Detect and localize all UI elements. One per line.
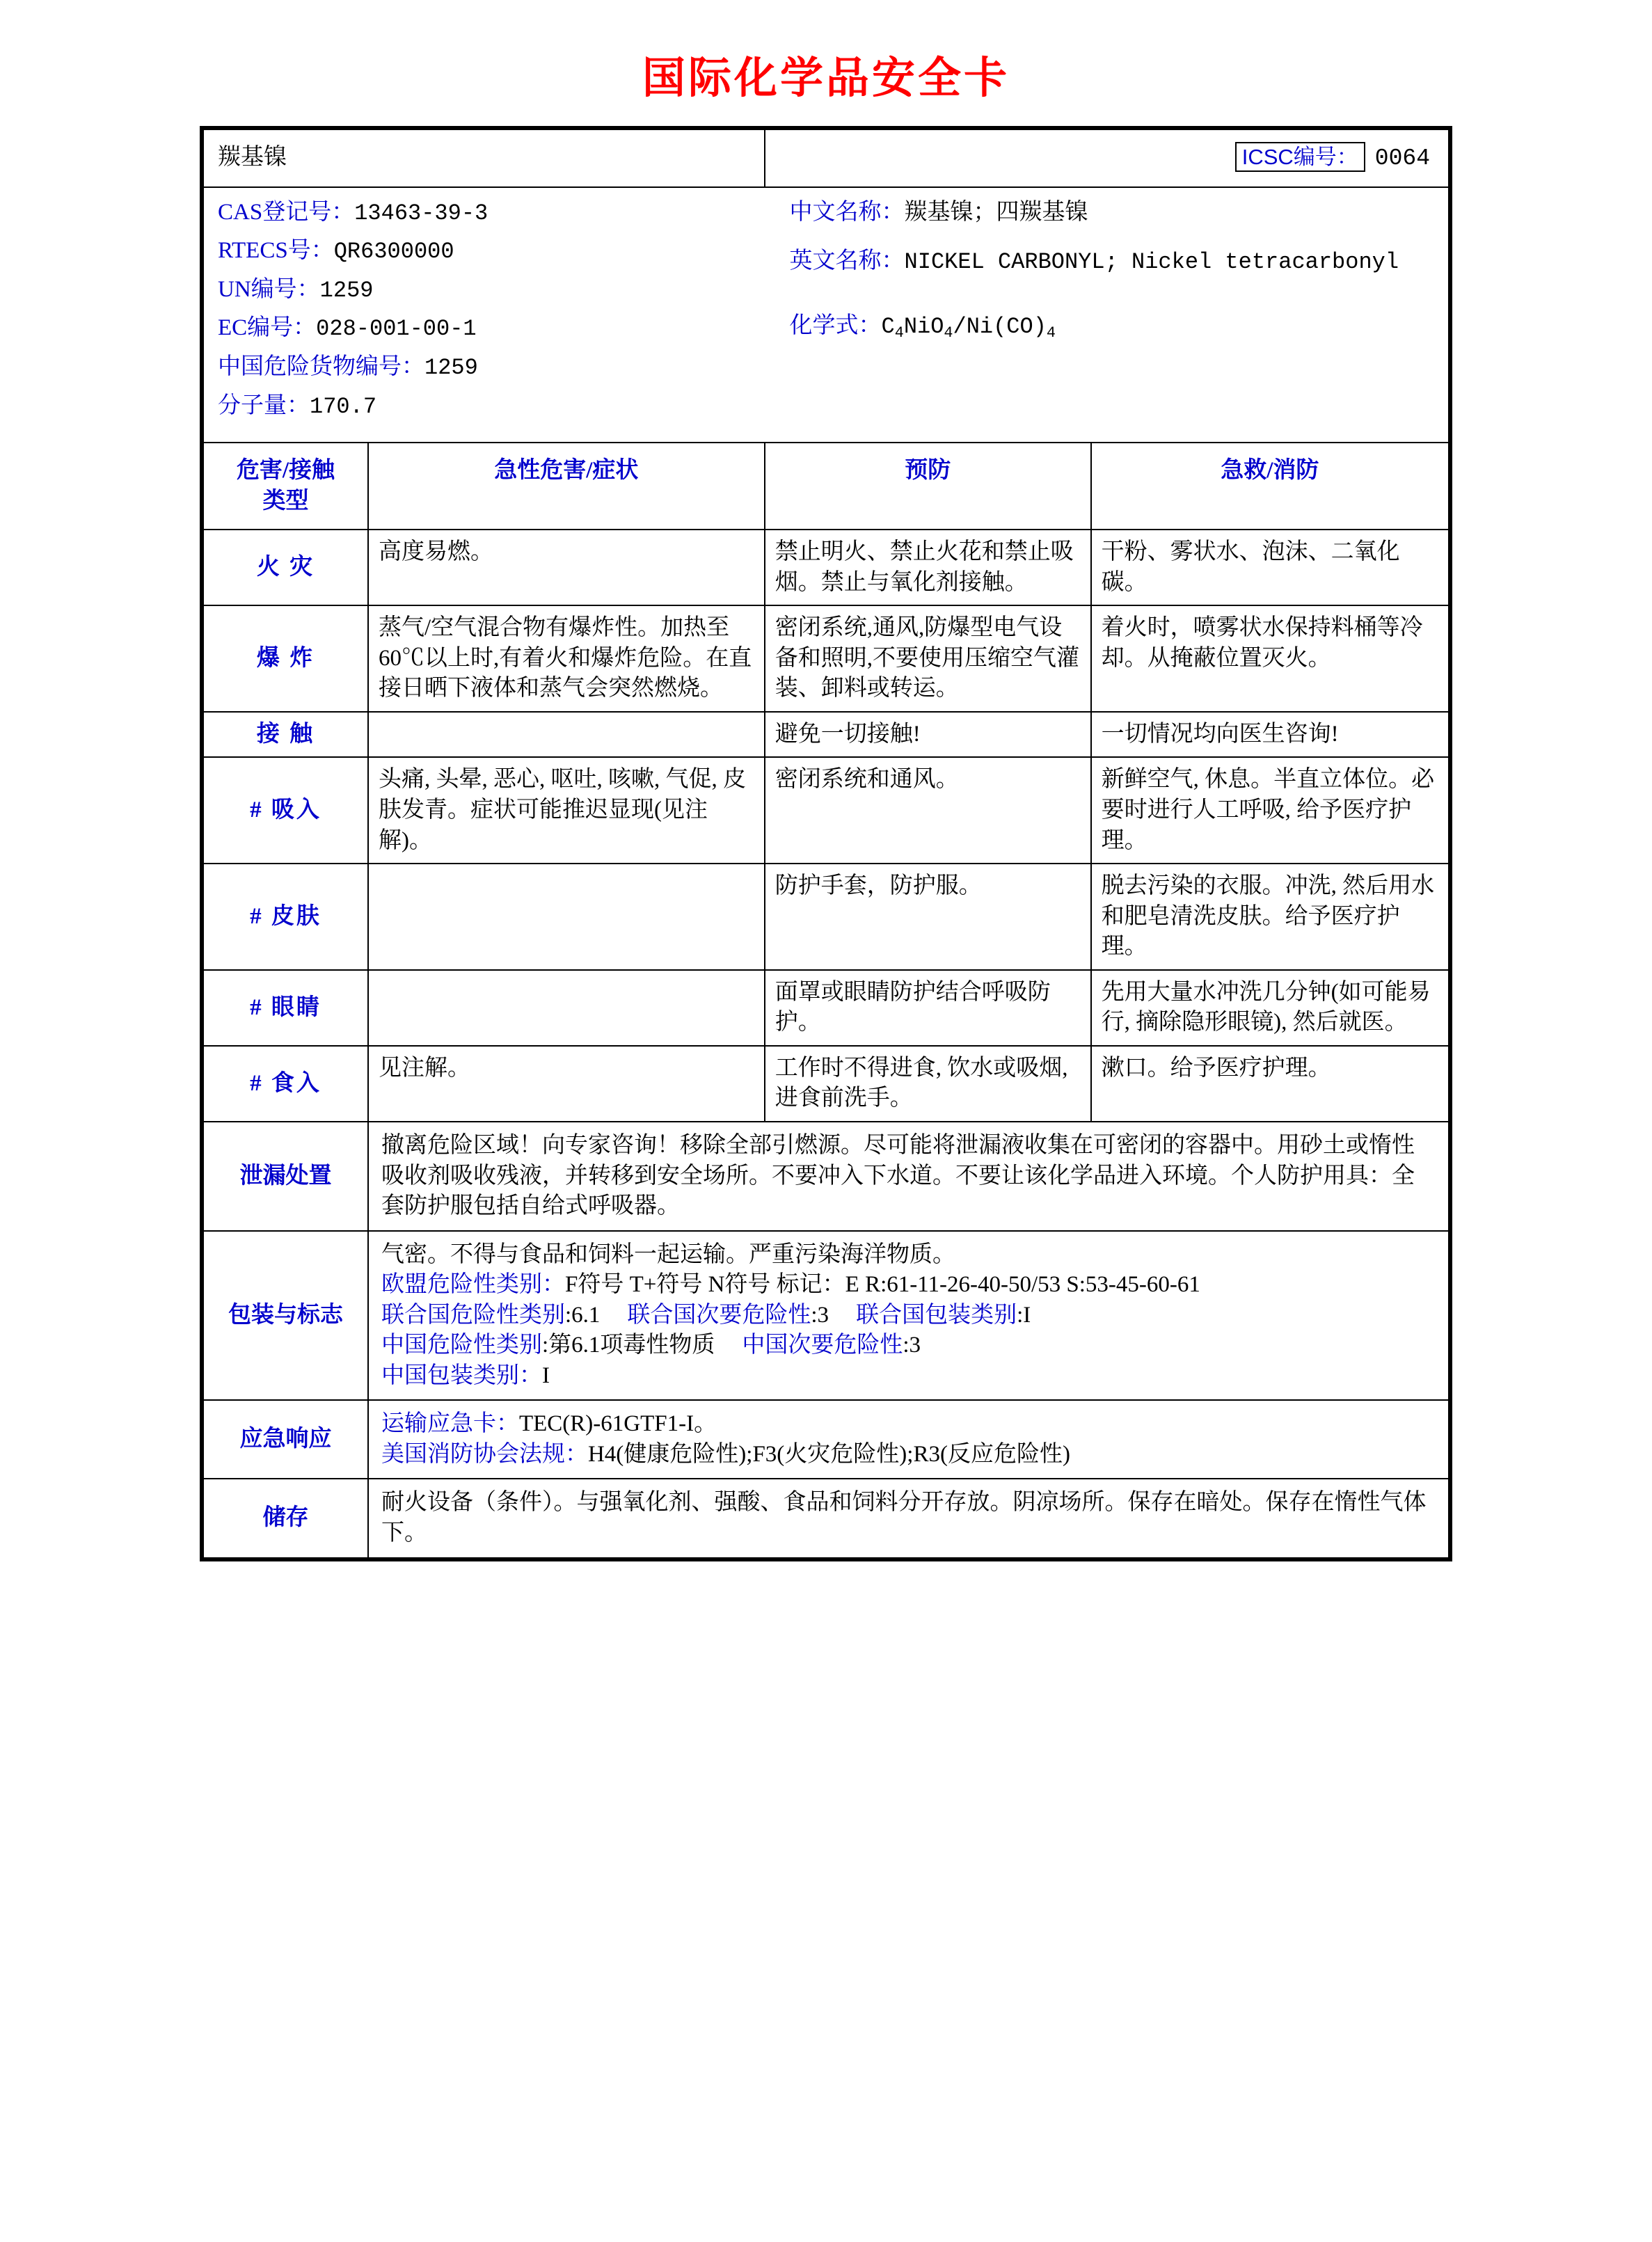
row-ingestion-firstaid: 漱口。给予医疗护理。 (1091, 1046, 1449, 1122)
column-header-acute-hazards: 急性危害/症状 (368, 443, 765, 530)
emergency-nfpa-line (381, 1440, 1436, 1470)
un-value: 1259 (319, 277, 374, 303)
row-label-spill: 泄漏处置 (203, 1122, 368, 1231)
molecular-weight-label: 分子量： (218, 392, 310, 418)
row-exposure-prevention: 避免一切接触! (765, 712, 1091, 758)
english-name-value: NICKEL CARBONYL; Nickel tetracarbonyl (904, 249, 1399, 276)
substance-name: 羰基镍 (203, 129, 765, 187)
row-label-skin: # 皮肤 (203, 864, 368, 970)
table-row (203, 605, 1449, 712)
english-name-line (790, 245, 1434, 278)
packaging-un-pack-label: 联合国包装类别 (856, 1302, 1017, 1328)
packaging-un-sub-label: 联合国次要危险性 (627, 1302, 811, 1328)
packaging-un-class-label: 联合国危险性类别 (381, 1302, 565, 1328)
row-fire-hazard: 高度易燃。 (368, 530, 765, 605)
row-ingestion-hazard: 见注解。 (368, 1046, 765, 1122)
row-label-emergency: 应急响应 (203, 1400, 368, 1479)
ec-line (218, 313, 790, 344)
packaging-eu-label: 欧盟危险性类别： (381, 1272, 565, 1298)
rtecs-value: QR6300000 (333, 239, 454, 265)
row-eyes-hazard (368, 970, 765, 1046)
emergency-transport-line (381, 1409, 1436, 1440)
chinese-name-line (790, 198, 1434, 228)
row-fire-firstaid: 干粉、雾状水、泡沫、二氧化碳。 (1091, 530, 1449, 605)
page-title: 国际化学品安全卡 (642, 54, 1010, 102)
storage-text: 耐火设备（条件）。与强氧化剂、强酸、食品和饲料分开存放。阴凉场所。保存在暗处。保存在惰性气体下。 (368, 1479, 1449, 1557)
packaging-eu-line (381, 1270, 1436, 1301)
identity-row (203, 187, 1449, 443)
packaging-row (203, 1231, 1449, 1401)
cas-value: 13463-39-3 (354, 200, 489, 226)
english-name-label: 英文名称： (789, 248, 905, 274)
packaging-un-sub-value: :3 (811, 1302, 829, 1328)
packaging-un-pack-value: :I (1017, 1302, 1031, 1328)
spill-text: 撤离危险区域！向专家咨询！移除全部引燃源。尽可能将泄漏液收集在可密闭的容器中。用砂土或惰性吸收剂吸收残液，并转移到安全场所。不要冲入下水道。不要让该化学品进入环境。个人防护用具：全套防护服包括自给式呼吸器。 (368, 1122, 1449, 1231)
row-exposure-hazard (368, 712, 765, 758)
row-label-packaging: 包装与标志 (203, 1231, 368, 1401)
row-fire-prevention: 禁止明火、禁止火花和禁止吸烟。禁止与氧化剂接触。 (765, 530, 1091, 605)
row-label-ingestion: # 食入 (203, 1046, 368, 1122)
storage-row (203, 1479, 1449, 1557)
molecular-weight-line (218, 391, 790, 422)
formula-line (790, 311, 1434, 343)
column-header-prevention: 预防 (765, 443, 1091, 530)
rtecs-line (218, 236, 790, 267)
emergency-nfpa-label: 美国消防协会法规： (381, 1441, 588, 1467)
row-explosion-prevention: 密闭系统,通风,防爆型电气设备和照明,不要使用压缩空气灌装、卸料或转运。 (765, 605, 1091, 712)
table-row (203, 970, 1449, 1046)
packaging-cn-line (381, 1330, 1436, 1361)
icsc-table (202, 129, 1450, 1559)
packaging-un-line (381, 1301, 1436, 1331)
packaging-cn-class-value: :第6.1项毒性物质 (541, 1333, 715, 1358)
row-skin-hazard (368, 864, 765, 970)
un-line (218, 275, 790, 305)
packaging-cn-class-label: 中国危险性类别 (381, 1333, 542, 1358)
column-header-hazard-type-line1: 危害/接触 (236, 458, 335, 484)
cn-dangerous-value: 1259 (424, 354, 478, 381)
row-eyes-firstaid: 先用大量水冲洗几分钟(如可能易行, 摘除隐形眼镜), 然后就医。 (1091, 970, 1449, 1046)
row-label-explosion: 爆 炸 (203, 605, 368, 712)
formula-label: 化学式： (789, 312, 882, 338)
packaging-cn-pack-label: 中国包装类别： (381, 1362, 542, 1388)
row-explosion-firstaid: 着火时，喷雾状水保持料桶等冷却。从掩蔽位置灭火。 (1091, 605, 1449, 712)
icsc-number-label: ICSC编号： (1235, 142, 1365, 172)
column-header-hazard-type-line2: 类型 (262, 488, 309, 514)
packaging-eu-value: F符号 T+符号 N符号 标记：E R:61-11-26-40-50/53 S:53-45-60-61 (564, 1272, 1200, 1298)
packaging-cn-sub-value: :3 (903, 1333, 921, 1358)
identity-block (203, 187, 1449, 443)
emergency-transport-value: TEC(R)-61GTF1-I。 (518, 1411, 717, 1437)
formula-value: $C_4NiO_4/Ni(CO)_4$ (881, 313, 1056, 342)
row-label-inhalation: # 吸入 (203, 757, 368, 864)
ec-value: 028-001-00-1 (316, 316, 477, 342)
icsc-number-value: 0064 (1374, 145, 1430, 171)
cn-dangerous-line (218, 352, 790, 383)
chinese-name-value: 羰基镍；四羰基镍 (904, 199, 1088, 225)
table-row (203, 530, 1449, 605)
column-header-row (203, 443, 1449, 530)
cas-label: CAS登记号： (218, 199, 355, 225)
table-row (203, 864, 1449, 970)
packaging-un-class-value: :6.1 (564, 1302, 601, 1328)
emergency-text (368, 1400, 1449, 1479)
cas-line (218, 198, 790, 228)
packaging-cn-pack-value: I (541, 1362, 550, 1388)
cn-dangerous-label: 中国危险货物编号： (218, 353, 424, 379)
packaging-cn-sub-label: 中国次要危险性 (742, 1333, 903, 1358)
column-header-hazard-type (203, 443, 368, 530)
packaging-text (368, 1231, 1449, 1401)
row-label-eyes: # 眼睛 (203, 970, 368, 1046)
icsc-number-cell (765, 129, 1449, 187)
packaging-line1: 气密。不得与食品和饲料一起运输。严重污染海洋物质。 (381, 1241, 955, 1267)
row-skin-prevention: 防护手套，防护服。 (765, 864, 1091, 970)
table-row (203, 1046, 1449, 1122)
table-row (203, 712, 1449, 758)
card-header-row (203, 129, 1449, 187)
row-inhalation-hazard: 头痛, 头晕, 恶心, 呕吐, 咳嗽, 气促, 皮肤发青。症状可能推迟显现(见注解)。 (368, 757, 765, 864)
emergency-nfpa-value: H4(健康危险性);F3(火灾危险性);R3(反应危险性) (587, 1441, 1070, 1467)
row-inhalation-firstaid: 新鲜空气, 休息。半直立体位。必要时进行人工呼吸, 给予医疗护理。 (1091, 757, 1449, 864)
un-label: UN编号： (218, 276, 320, 302)
row-ingestion-prevention: 工作时不得进食, 饮水或吸烟, 进食前洗手。 (765, 1046, 1091, 1122)
spill-row (203, 1122, 1449, 1231)
icsc-card (200, 126, 1452, 1561)
ec-label: EC编号： (218, 315, 317, 341)
row-label-exposure: 接 触 (203, 712, 368, 758)
row-inhalation-prevention: 密闭系统和通风。 (765, 757, 1091, 864)
emergency-row (203, 1400, 1449, 1479)
row-skin-firstaid: 脱去污染的衣服。冲洗, 然后用水和肥皂清洗皮肤。给予医疗护理。 (1091, 864, 1449, 970)
row-label-fire: 火 灾 (203, 530, 368, 605)
packaging-cn-pack-line (381, 1361, 1436, 1392)
molecular-weight-value: 170.7 (310, 393, 377, 420)
row-eyes-prevention: 面罩或眼睛防护结合呼吸防护。 (765, 970, 1091, 1046)
emergency-transport-label: 运输应急卡： (381, 1411, 519, 1437)
row-exposure-firstaid: 一切情况均向医生咨询! (1091, 712, 1449, 758)
chinese-name-label: 中文名称： (789, 199, 905, 225)
column-header-firstaid: 急救/消防 (1091, 443, 1449, 530)
table-row (203, 757, 1449, 864)
row-explosion-hazard: 蒸气/空气混合物有爆炸性。加热至60℃以上时,有着火和爆炸危险。在直接日晒下液体和蒸气会突然燃烧。 (368, 605, 765, 712)
rtecs-label: RTECS号： (218, 238, 334, 264)
row-label-storage: 储存 (203, 1479, 368, 1557)
